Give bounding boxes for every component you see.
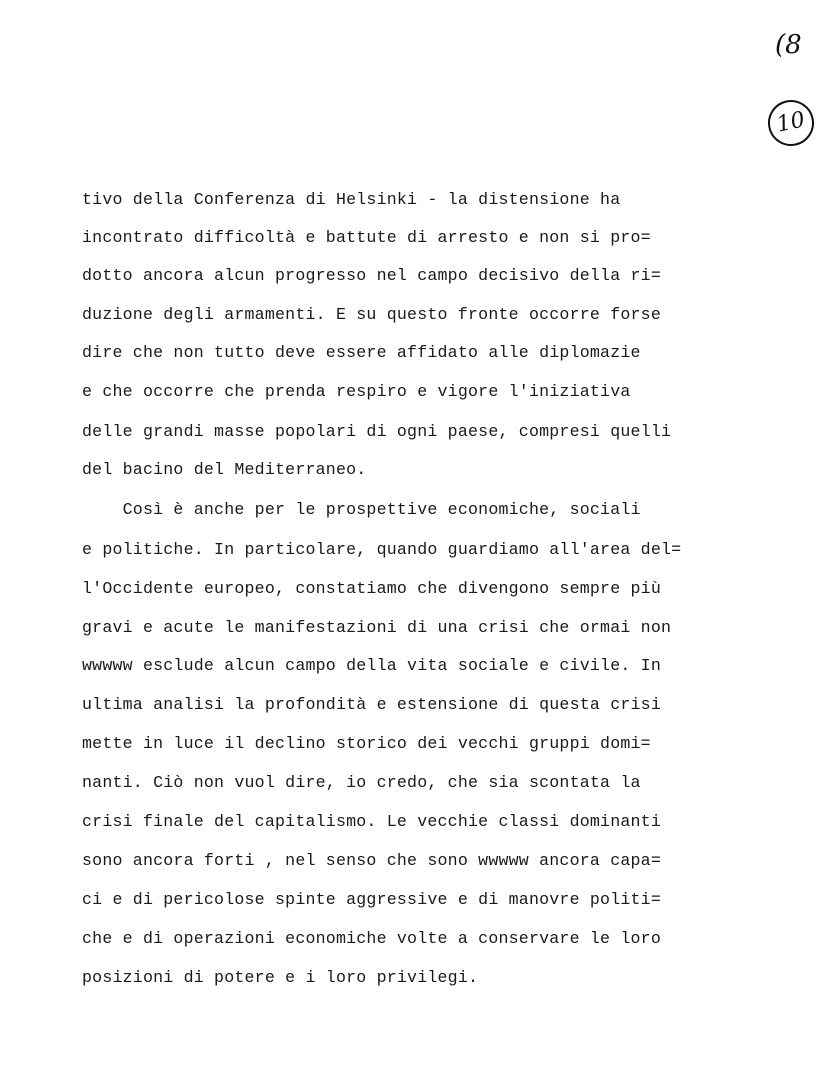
text-line: crisi finale del capitalismo. Le vecchie classi dominanti	[82, 812, 661, 831]
text-line: sono ancora forti , nel senso che sono wwwww ancora capa=	[82, 851, 661, 870]
text-line: mette in luce il declino storico dei vecchi gruppi domi=	[82, 734, 651, 753]
text-line: e politiche. In particolare, quando guardiamo all'area del=	[82, 540, 682, 559]
text-line: Così è anche per le prospettive economiche, sociali	[82, 500, 641, 519]
text-line: posizioni di potere e i loro privilegi.	[82, 968, 479, 987]
text-line: delle grandi masse popolari di ogni paese, compresi quelli	[82, 422, 672, 441]
circled-page-number: 10	[764, 96, 819, 151]
text-line: tivo della Conferenza di Helsinki - la distensione ha	[82, 190, 621, 209]
handwritten-page-number: (8	[775, 30, 802, 60]
text-line: gravi e acute le manifestazioni di una crisi che ormai non	[82, 618, 672, 637]
text-line: ultima analisi la profondità e estensione di questa crisi	[82, 695, 661, 714]
text-line: incontrato difficoltà e battute di arresto e non si pro=	[82, 228, 651, 247]
text-line: nanti. Ciò non vuol dire, io credo, che sia scontata la	[82, 773, 641, 792]
text-line: e che occorre che prenda respiro e vigore l'iniziativa	[82, 382, 631, 401]
text-line: del bacino del Mediterraneo.	[82, 460, 367, 479]
text-line: ci e di pericolose spinte aggressive e di manovre politi=	[82, 890, 661, 909]
text-line: duzione degli armamenti. E su questo fronte occorre forse	[82, 305, 661, 324]
text-line: wwwww esclude alcun campo della vita sociale e civile. In	[82, 656, 661, 675]
text-line: l'Occidente europeo, constatiamo che divengono sempre più	[82, 579, 661, 598]
text-line: dotto ancora alcun progresso nel campo decisivo della ri=	[82, 266, 661, 285]
text-line: dire che non tutto deve essere affidato alle diplomazie	[82, 343, 641, 362]
text-line: che e di operazioni economiche volte a conservare le loro	[82, 929, 661, 948]
